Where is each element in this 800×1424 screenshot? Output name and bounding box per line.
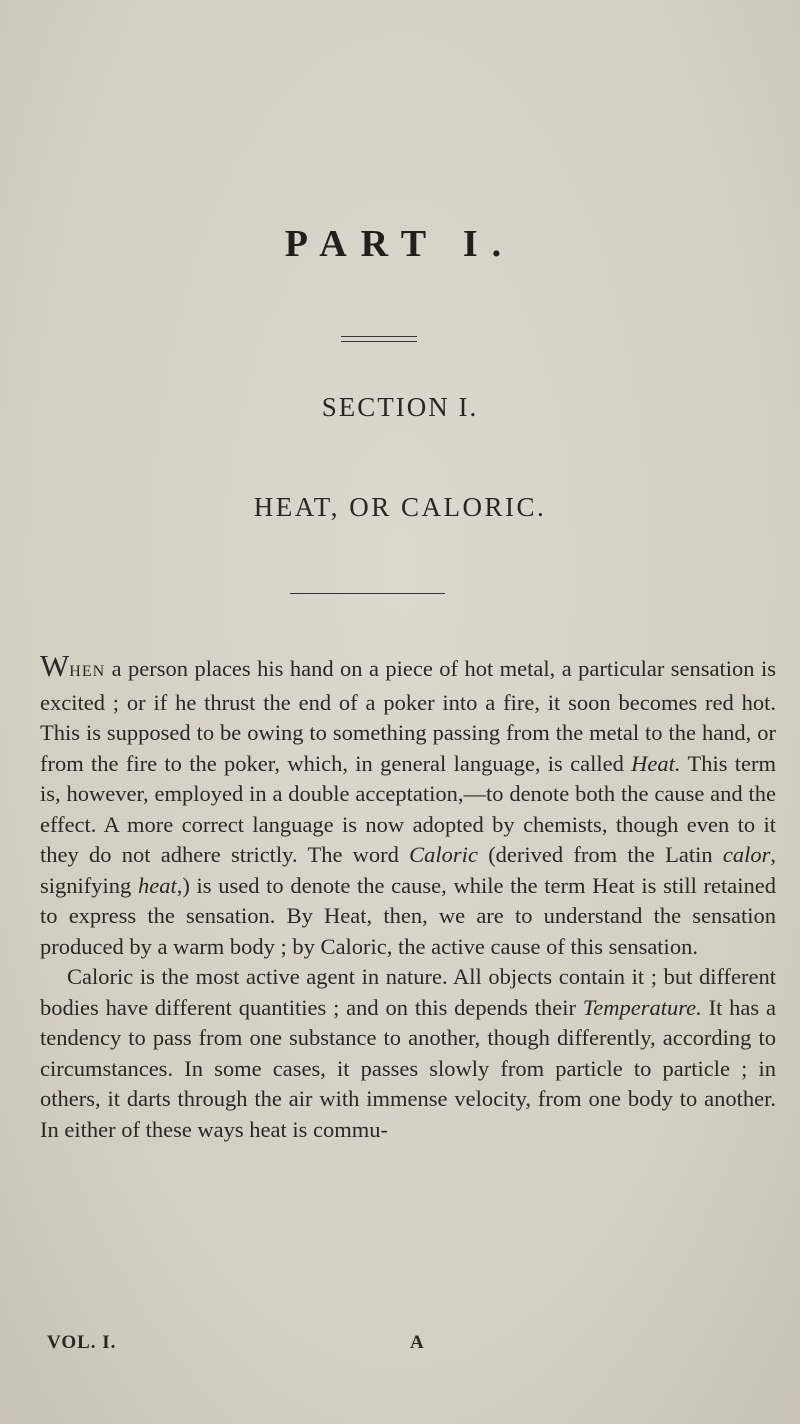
paragraph-1-text: a person places his hand on a piece of hot metal, a particular sensation is excited ; or if he thrust the end of a poker into a fire, it soon becomes red hot. This is supposed to be owing to something passing from the metal to the hand, or from the fire to the poker, which, in general language, is called	[40, 656, 776, 776]
italic-temperature: Temperature.	[582, 994, 702, 1020]
small-caps-text: HEN	[69, 663, 106, 680]
part-title: PART I.	[284, 223, 516, 265]
page-footer	[40, 1332, 776, 1362]
paragraph-2-text-2: It has a tendency to pass from one substance to another, though differently, according to circumstances. In some cases, it passes slowly from particle to particle ; in others, it darts through the air with immense velocity, from one body to another. In either of these ways heat is commu-	[40, 994, 776, 1142]
signature-mark: A	[410, 1332, 424, 1353]
double-rule-divider	[341, 336, 417, 342]
paragraph-1-text-5: ,) is used to denote the cause, while the term Heat is still retained to express the sensation. By Heat, then, we are to understand the sensation produced by a warm body ; by Caloric, the active cause of this sensation.	[40, 872, 776, 959]
volume-label: VOL. I.	[47, 1332, 117, 1353]
section-title: SECTION I.	[321, 392, 479, 422]
rule-divider	[290, 593, 445, 594]
paragraph-2	[40, 962, 776, 1145]
paragraph-1-text-3: (derived from the Latin	[477, 842, 723, 867]
italic-calor: calor	[722, 842, 771, 867]
italic-caloric: Caloric	[409, 842, 478, 867]
italic-heat-2: heat	[137, 872, 177, 898]
paragraph-1	[40, 648, 777, 962]
paragraph-1-text-4: , signifying	[40, 842, 776, 898]
initial-letter: W	[40, 648, 70, 683]
paragraph-1-text-2: This term is, however, employed in a double acceptation,—to denote both the cause and the effect. A more correct language is now adopted by chemists, though even to it they do not adhere strictly. The word	[40, 750, 777, 867]
italic-heat: Heat.	[631, 750, 681, 776]
body-text	[40, 648, 777, 1145]
paragraph-2-text: Caloric is the most active agent in nature. All objects contain it ; but different bodies have different quantities ; and on this depends their	[40, 964, 776, 1020]
chapter-title: HEAT, OR CALORIC.	[253, 492, 547, 522]
